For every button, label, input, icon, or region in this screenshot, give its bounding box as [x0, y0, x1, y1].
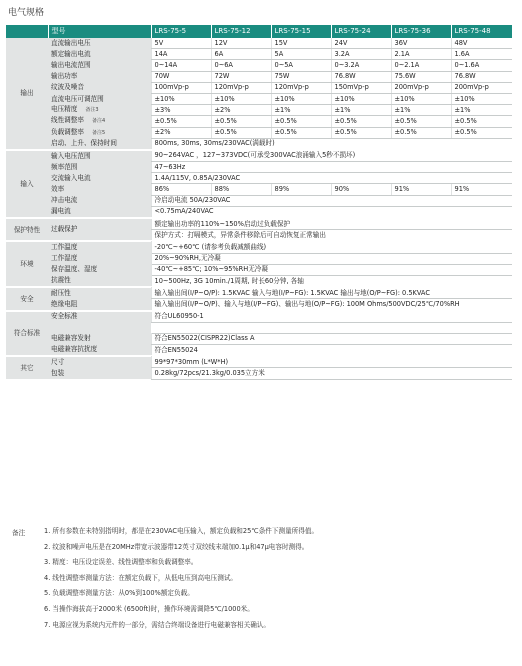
row-label: 绝缘电阻	[48, 299, 151, 311]
header-cell: 型号	[48, 25, 151, 38]
value-cell: 2.1A	[391, 49, 451, 60]
table-row	[6, 82, 512, 93]
value-cell: 5A	[271, 49, 331, 60]
header-cell: LRS-75-5	[151, 25, 211, 38]
row-label: 过载保护	[48, 218, 151, 241]
note-item: 5. 负载调整率测量方法：从0%到100%额定负载。	[44, 589, 194, 598]
value-cell: ±10%	[331, 93, 391, 104]
row-label: 电磁兼容发射	[48, 333, 151, 344]
header-cell: LRS-75-15	[271, 25, 331, 38]
value-cell: 99*97*30mm (L*W*H)	[151, 356, 512, 368]
group-label-emc: 符合标准	[6, 311, 48, 357]
value-cell: 14A	[151, 49, 211, 60]
row-label: 漏电流	[48, 206, 151, 218]
value-cell: ±10%	[211, 93, 271, 104]
value-cell: 12V	[211, 38, 271, 49]
value-cell: 200mVp-p	[451, 82, 512, 93]
value-cell: ±0.5%	[391, 127, 451, 138]
row-label	[48, 116, 151, 127]
header-cell: LRS-75-36	[391, 25, 451, 38]
table-row	[6, 218, 512, 230]
table-row	[6, 71, 512, 82]
row-label: 保存温度、湿度	[48, 264, 151, 275]
section-title: 电气规格	[8, 8, 45, 18]
value-cell: 0~2.1A	[391, 60, 451, 71]
row-label: 尺寸	[48, 356, 151, 368]
header-cell: LRS-75-24	[331, 25, 391, 38]
row-label: 工作湿度	[48, 253, 151, 264]
value-cell: 88%	[211, 184, 271, 195]
value-cell: 符合EN55024	[151, 345, 512, 357]
value-cell: 保护方式：打嗝模式，异常条件移除后可自动恢复正常输出	[151, 230, 512, 242]
group-label-protection: 保护特性	[6, 218, 48, 241]
row-label: 输出功率	[48, 71, 151, 82]
table-row	[6, 38, 512, 49]
row-label: 频率范围	[48, 162, 151, 173]
group-label-safety: 安全	[6, 287, 48, 310]
value-cell: 额定输出功率的110%~150%启动过负载保护	[151, 218, 512, 230]
value-cell: 150mVp-p	[331, 82, 391, 93]
value-cell: 90%	[331, 184, 391, 195]
value-cell: 200mVp-p	[391, 82, 451, 93]
value-cell: 符合EN55022(CISPR22)Class A	[151, 333, 512, 344]
value-cell: 48V	[451, 38, 512, 49]
header-cell: LRS-75-12	[211, 25, 271, 38]
value-cell: 800ms, 30ms, 30ms/230VAC(满载时)	[151, 138, 512, 150]
value-cell: ±10%	[271, 93, 331, 104]
value-cell: 10~500Hz, 3G 10min./1周期, 时长60分钟, 各轴	[151, 275, 512, 287]
row-label: 额定输出电流	[48, 49, 151, 60]
value-cell: 0.28kg/72pcs/21.3kg/0.035立方米	[151, 368, 512, 379]
row-label: 效率	[48, 184, 151, 195]
group-label-output: 输出	[6, 38, 48, 150]
value-cell: ±10%	[151, 93, 211, 104]
table-row	[6, 206, 512, 218]
value-cell: 1.4A/115V, 0.85A/230VAC	[151, 173, 512, 184]
table-row	[6, 60, 512, 71]
table-row	[6, 105, 512, 116]
value-cell: 0~5A	[271, 60, 331, 71]
value-cell: ±0.5%	[151, 116, 211, 127]
table-row	[6, 138, 512, 150]
row-label: 耐压性	[48, 287, 151, 299]
spec-table	[6, 25, 513, 380]
value-cell: -20℃~+60℃ (请参考负载减额曲线)	[151, 241, 512, 253]
value-cell: ±1%	[391, 105, 451, 116]
value-cell: ±2%	[211, 105, 271, 116]
value-cell: 15V	[271, 38, 331, 49]
value-cell: ±2%	[151, 127, 211, 138]
value-cell: 输入输出间(I/P~O/P): 1.5KVAC 输入与地(I/P~FG): 1.5KVAC 输出与地(O/P~FG): 0.5KVAC	[151, 287, 512, 299]
row-label: 输入电压范围	[48, 150, 151, 162]
value-cell: 72W	[211, 71, 271, 82]
value-cell: 0~6A	[211, 60, 271, 71]
value-cell: 90~264VAC ，127~373VDC(可承受300VAC浪涌输入5秒不损坏)	[151, 150, 512, 162]
value-cell: 120mVp-p	[271, 82, 331, 93]
row-label: 纹波及噪音	[48, 82, 151, 93]
value-cell: 76.8W	[451, 71, 512, 82]
value-cell: 89%	[271, 184, 331, 195]
row-label	[48, 105, 151, 116]
value-cell: 6A	[211, 49, 271, 60]
value-cell: ±1%	[331, 105, 391, 116]
note-ref: 备注3	[85, 107, 99, 114]
note-item: 1. 所有参数在未特别指明时，都是在230VAC电压输入，额定负载和25℃条件下测量所得值。	[44, 527, 319, 535]
table-row	[6, 150, 512, 162]
group-label-other: 其它	[6, 356, 48, 379]
row-label: 交流输入电流	[48, 173, 151, 184]
row-label	[48, 322, 151, 333]
value-cell: 5V	[151, 38, 211, 49]
table-row	[6, 49, 512, 60]
group-label-environment: 环境	[6, 241, 48, 287]
value-cell: 75.6W	[391, 71, 451, 82]
value-cell: ±0.5%	[451, 127, 512, 138]
row-label: 输出电流范围	[48, 60, 151, 71]
value-cell: 20%~90%RH,无冷凝	[151, 253, 512, 264]
row-label: 冲击电流	[48, 195, 151, 206]
row-label: 工作温度	[48, 241, 151, 253]
note-item: 2. 纹波和噪声电压是在20MHz带宽示波器带12英寸双绞线末端加0.1μ和47μ电容时测得。	[44, 542, 309, 551]
row-label-text: 负载调整率	[51, 127, 84, 136]
table-row	[6, 311, 512, 323]
row-label: 抗震性	[48, 275, 151, 287]
value-cell: ±0.5%	[331, 116, 391, 127]
table-row	[6, 195, 512, 206]
notes-title: 备注	[12, 529, 26, 537]
row-label: 启动、上升、保持时间	[48, 138, 151, 150]
value-cell: 24V	[331, 38, 391, 49]
table-row	[6, 173, 512, 184]
row-label-text: 线性调整率	[51, 116, 84, 125]
value-cell: ±10%	[451, 93, 512, 104]
row-label: 安全标准	[48, 311, 151, 323]
value-cell: 91%	[391, 184, 451, 195]
value-cell: 100mVp-p	[151, 82, 211, 93]
value-cell: ±1%	[451, 105, 512, 116]
row-label: 直流电压可调范围	[48, 93, 151, 104]
value-cell: ±0.5%	[211, 116, 271, 127]
value-cell: ±3%	[151, 105, 211, 116]
table-row	[6, 162, 512, 173]
row-label-text: 电压精度	[51, 105, 78, 114]
value-cell: -40℃~+85℃; 10%~95%RH无冷凝	[151, 264, 512, 275]
note-ref: 备注5	[91, 129, 106, 136]
value-cell: ±1%	[271, 105, 331, 116]
value-cell: 3.2A	[331, 49, 391, 60]
note-item: 3. 精度：电压设定误差、线性调整率和负载调整率。	[44, 558, 198, 567]
value-cell: <0.75mA/240VAC	[151, 206, 512, 218]
value-cell: ±0.5%	[391, 116, 451, 127]
value-cell: 91%	[451, 184, 512, 195]
value-cell: 86%	[151, 184, 211, 195]
value-cell: 36V	[391, 38, 451, 49]
value-cell: ±0.5%	[271, 127, 331, 138]
value-cell: ±0.5%	[451, 116, 512, 127]
value-cell: 0~14A	[151, 60, 211, 71]
spacer-cell	[151, 322, 512, 333]
value-cell: 符合UL60950-1	[151, 311, 512, 323]
table-row	[6, 322, 512, 333]
header-cell: LRS-75-48	[451, 25, 512, 38]
value-cell: 75W	[271, 71, 331, 82]
value-cell: 70W	[151, 71, 211, 82]
table-header-row	[6, 25, 512, 38]
value-cell: ±0.5%	[211, 127, 271, 138]
table-row	[6, 184, 512, 195]
value-cell: ±10%	[391, 93, 451, 104]
row-label: 包装	[48, 368, 151, 379]
row-label: 电磁兼容抗扰度	[48, 345, 151, 357]
value-cell: 47~63Hz	[151, 162, 512, 173]
note-item: 6. 当操作海拔高于2000米 (6500ft)时，操作环境需调降5℃/1000米。	[44, 604, 254, 613]
group-label-input: 输入	[6, 150, 48, 218]
value-cell: 0~1.6A	[451, 60, 512, 71]
table-row	[6, 93, 512, 104]
header-blank	[6, 25, 48, 38]
note-item: 7. 电源应视为系统内元件的一部分，需结合终端设备进行电磁兼容相关确认。	[44, 620, 270, 629]
value-cell: 0~3.2A	[331, 60, 391, 71]
row-label: 直流输出电压	[48, 38, 151, 49]
value-cell: 输入输出间(I/P~O/P)、输入与地(I/P~FG)、输出与地(O/P~FG): 100M Ohms/500VDC/25℃/70%RH	[151, 299, 512, 311]
value-cell: 冷启动电流 50A/230VAC	[151, 195, 512, 206]
value-cell: 1.6A	[451, 49, 512, 60]
note-item: 4. 线性调整率测量方法：在额定负载下，从低电压到高电压测试。	[44, 573, 238, 582]
value-cell: 76.8W	[331, 71, 391, 82]
value-cell: ±0.5%	[271, 116, 331, 127]
value-cell: ±0.5%	[331, 127, 391, 138]
note-ref: 备注4	[91, 118, 106, 125]
value-cell: 120mVp-p	[211, 82, 271, 93]
table-row	[6, 127, 512, 138]
table-row	[6, 116, 512, 127]
notes-list	[44, 527, 512, 636]
row-label	[48, 127, 151, 138]
